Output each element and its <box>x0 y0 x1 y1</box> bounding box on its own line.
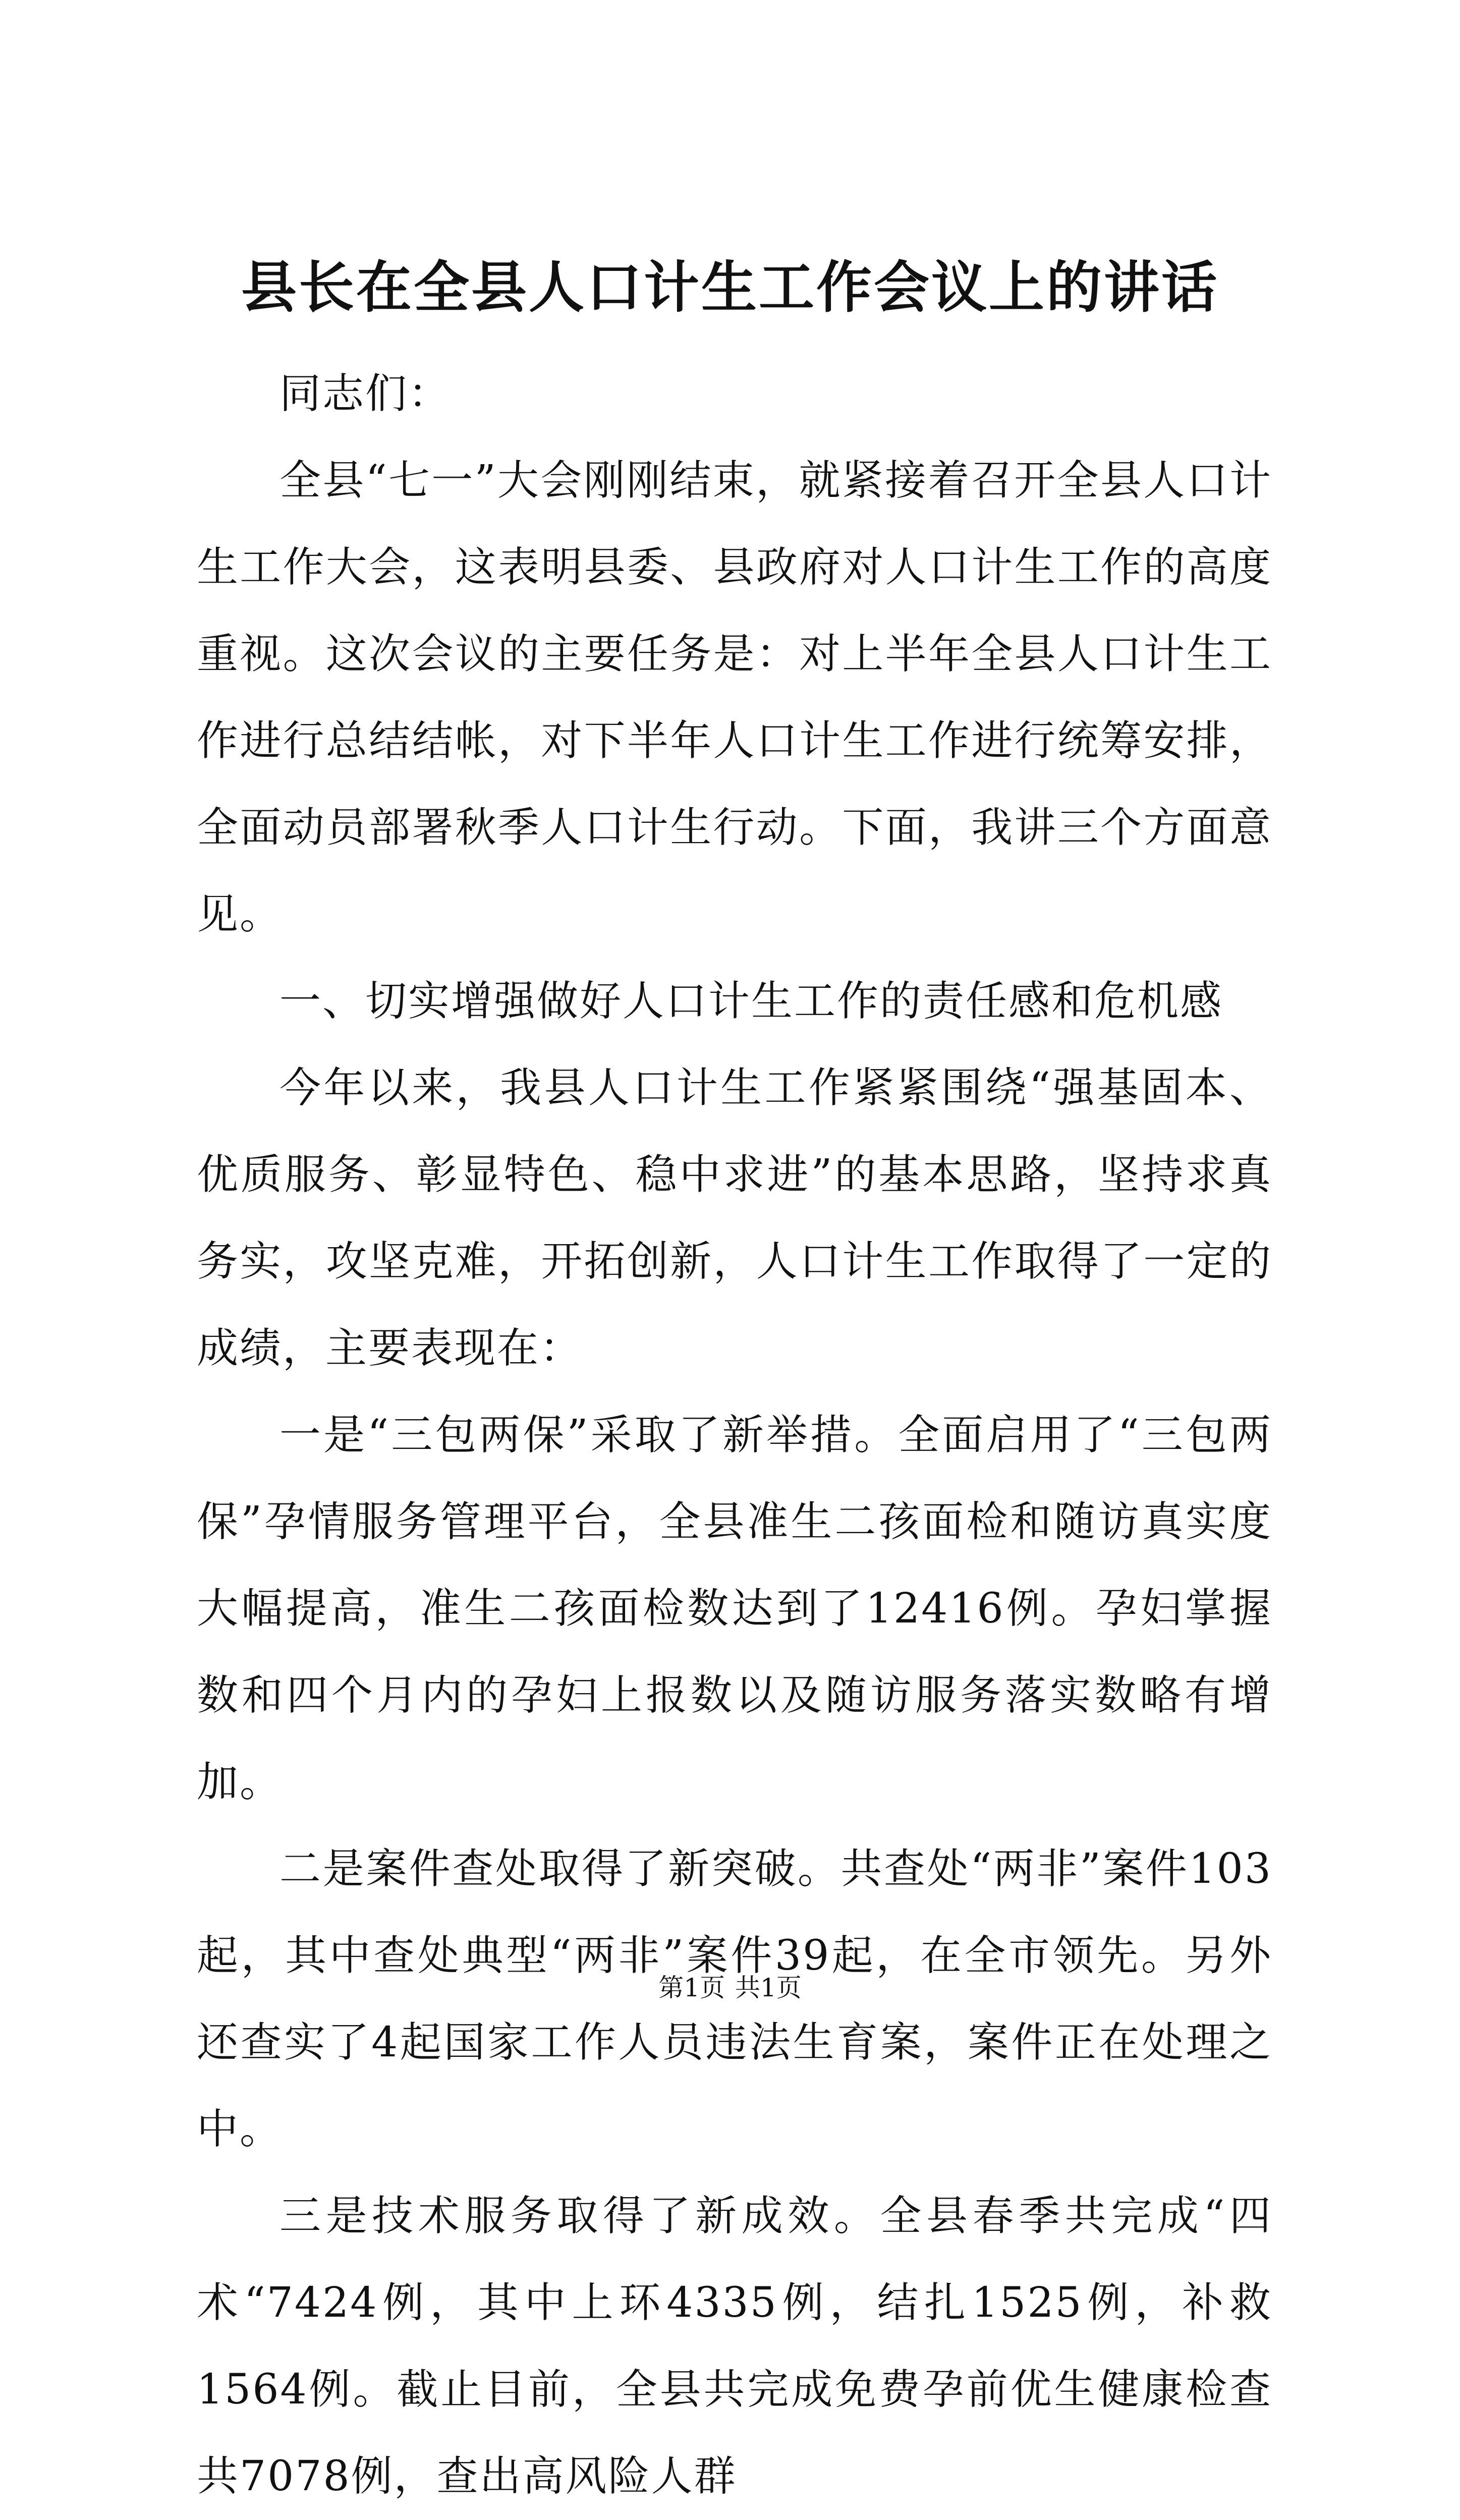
paragraph-achievements: 今年以来，我县人口计生工作紧紧围绕“强基固本、优质服务、彰显特色、稳中求进”的基本思路，坚持求真务实，攻坚克难，开拓创新，人口计生工作取得了一定的成绩，主要表现在： <box>197 1064 1272 1372</box>
paragraph-point-2: 二是案件查处取得了新突破。共查处“两非”案件103起，其中查处典型“两非”案件39起，在全市领先。另外还查实了4起国家工作人员违法生育案，案件正在处理之中。 <box>197 1845 1272 2153</box>
document-body <box>197 351 1272 2520</box>
document-title: 县长在全县人口计生工作会议上的讲话 <box>241 255 1219 320</box>
paragraph-intro: 全县“七一”大会刚刚结束，就紧接着召开全县人口计生工作大会，这表明县委、县政府对人口计生工作的高度重视。这次会议的主要任务是：对上半年全县人口计生工作进行总结结帐，对下半年人口计生工作进行统筹安排，全面动员部署秋季人口计生行动。下面，我讲三个方面意见。 <box>197 457 1272 938</box>
page-total: 共1页 <box>735 1973 802 2002</box>
page-footer <box>0 1970 1460 2005</box>
page-number: 第1页 <box>658 1973 725 2002</box>
paragraph-point-3: 三是技术服务取得了新成效。全县春季共完成“四术“7424例，其中上环4335例，结扎1525例，补救1564例。截止目前，全县共完成免费孕前优生健康检查共7078例，查出高风险人群 <box>197 2192 1272 2500</box>
salutation: 同志们： <box>279 370 452 418</box>
paragraph-point-1: 一是“三包两保”采取了新举措。全面启用了“三包两保”孕情服务管理平台，全县准生二孩面检和随访真实度大幅提高，准生二孩面检数达到了12416例。孕妇掌握数和四个月内的孕妇上报数以及随访服务落实数略有增加。 <box>197 1411 1272 1806</box>
section-heading-1: 一、切实增强做好人口计生工作的责任感和危机感 <box>279 977 1223 1025</box>
